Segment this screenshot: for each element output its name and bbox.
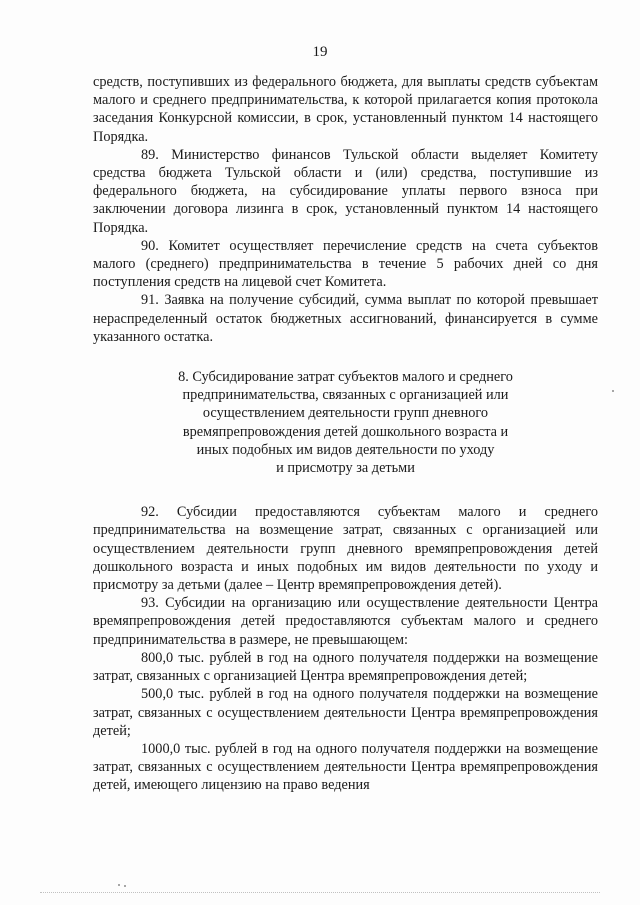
section-spacer xyxy=(93,477,598,503)
paragraph-89: 89. Министерство финансов Тульской области выделяет Комитету средства бюджета Тульской области и (или) средства, поступившие из федерального бюджета, на субсидирование уплаты первого взноса при заключении договора лизинга в срок, установленный пунктом 14 настоящего Порядка. xyxy=(93,146,598,236)
section-heading-line: предпринимательства, связанных с организацией или xyxy=(182,387,509,404)
paragraph-93-item-3: 1000,0 тыс. рублей в год на одного получателя поддержки на возмещение затрат, связанных с осуществлением деятельности Центра времяпрепровождения детей, имеющего лицензию на право ведения xyxy=(93,740,598,794)
page-number: 19 xyxy=(312,44,328,60)
paragraph-93: 93. Субсидии на организацию или осуществление деятельности Центра времяпрепровождения детей предоставляются субъектам малого и среднего предпринимательства в размере, не превышающем: xyxy=(93,595,598,648)
scan-speck xyxy=(612,390,614,392)
section-heading-line: 8. Субсидирование затрат субъектов малого и среднего xyxy=(178,369,513,386)
document-body xyxy=(93,73,598,795)
section-heading-line: иных подобных им видов деятельности по уходу xyxy=(196,441,495,458)
section-heading-line: времяпрепровождения детей дошкольного возраста и xyxy=(182,423,509,440)
scan-speck xyxy=(118,884,120,886)
scan-speck xyxy=(124,885,126,887)
section-heading-line: и присмотру за детьми xyxy=(276,460,415,477)
scan-artifact-line xyxy=(40,892,600,897)
paragraph-93-item-2: 500,0 тыс. рублей в год на одного получателя поддержки на возмещение затрат, связанных с осуществлением деятельности Центра времяпрепровождения детей; xyxy=(93,686,598,739)
paragraph-93-item-1: 800,0 тыс. рублей в год на одного получателя поддержки на возмещение затрат, связанных с организацией Центра времяпрепровождения детей; xyxy=(93,649,598,685)
section-heading-line: осуществлением деятельности групп дневного xyxy=(202,405,489,422)
paragraph-91: 91. Заявка на получение субсидий, сумма выплат по которой превышает нераспределенный остаток бюджетных ассигнований, финансируется в сумме указанного остатка. xyxy=(93,292,598,345)
paragraph-90: 90. Комитет осуществляет перечисление средств на счета субъектов малого (среднего) предпринимательства в течение 5 рабочих дней со дня поступления средств на лицевой счет Комитета. xyxy=(93,237,598,291)
paragraph-continuation: средств, поступивших из федерального бюджета, для выплаты средств субъектам малого и среднего предпринимательства, к которой прилагается копия протокола заседания Конкурсной комиссии, в срок, установленный пунктом 14 настоящего Порядка. xyxy=(93,74,598,145)
paragraph-92: 92. Субсидии предоставляются субъектам малого и среднего предпринимательства на возмещение затрат, связанных с организацией или осуществлением деятельности групп дневного времяпрепровождения детей дошкольного возраста и иных подобных им видов деятельности по уходу и присмотру за детьми (далее – Центр времяпрепровождения детей). xyxy=(93,504,598,594)
section-heading xyxy=(93,368,598,477)
